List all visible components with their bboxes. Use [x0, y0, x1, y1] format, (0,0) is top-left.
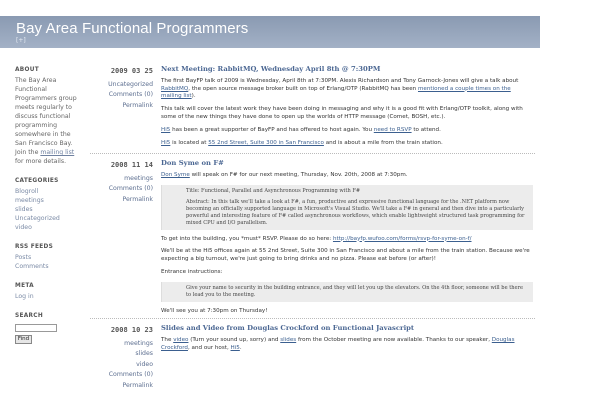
post-paragraph: This talk will cover the latest work they have been doing in messaging and why it is a good fit with Erlang/OTP toolkit, along with some of the new things they have done to open up the worlds of HTTP message (Comet, BOSH, etc.).	[161, 106, 523, 120]
post-paragraph	[161, 140, 533, 148]
rss-list	[15, 253, 81, 271]
post-paragraph	[161, 236, 533, 244]
don-syme-link[interactable]: Don Syme	[161, 171, 190, 178]
post-paragraph: We'll be at the Hi5 offices again at 55 2nd Street, Suite 300 in San Francisco and about a mile from the train station. Because we're expecting a big turnout, we're just going to bring drinks and no pizza. Please eat before (or after)!	[161, 248, 530, 263]
post-meta	[90, 160, 153, 205]
address-link[interactable]: 55 2nd Street, Suite 300 in San Francisco	[208, 139, 324, 146]
rss-comments-link[interactable]: Comments	[15, 263, 49, 270]
video-link[interactable]: video	[173, 336, 189, 343]
text: from the October meeting are now available. Thanks to our speaker,	[297, 336, 490, 343]
post-title[interactable]: Slides and Video from Douglas Crockford on Functional Javascript	[161, 324, 415, 332]
rsvp-link[interactable]: need to RSVP	[373, 126, 412, 133]
text: The first BayFP talk of 2009 is Wednesday, April 8th at 7:30PM. Alexis Richardson and Tony Garnock-Jones will give a talk about	[161, 77, 519, 84]
post-body	[161, 325, 533, 357]
rabbitmq-link[interactable]: RabbitMQ	[161, 85, 189, 92]
post-paragraph	[161, 337, 533, 353]
post-paragraph	[161, 172, 533, 180]
text: (Turn your sound up, sorry) and	[190, 336, 279, 343]
search-input[interactable]	[15, 324, 57, 332]
category-link[interactable]: Uncategorized	[15, 215, 60, 222]
post-permalink[interactable]: Permalink	[122, 381, 153, 389]
post-comments-link[interactable]: Comments (0)	[108, 91, 153, 98]
site-header	[0, 16, 540, 48]
post-meta	[90, 325, 153, 391]
hi5-link[interactable]: Hi5	[230, 344, 240, 351]
quote-instructions: Give your name to security in the building entrance, and they will let you up the elevators. On the 4th floor, someone will be there to lead you to the meeting.	[186, 284, 523, 298]
rss-heading: RSS FEEDS	[15, 244, 54, 250]
post-category-link[interactable]: slides	[135, 350, 153, 357]
text: The	[161, 336, 172, 343]
post-permalink[interactable]: Permalink	[122, 101, 153, 109]
text: is located at	[172, 139, 207, 146]
post-meta	[90, 66, 153, 111]
post-date: 2009 03 25	[110, 67, 153, 75]
post-paragraph: We'll see you at 7:30pm on Thursday!	[161, 307, 268, 314]
text: To get into the building, you *must* RSVP. Please do so here:	[161, 235, 332, 242]
site-subtitle[interactable]: [+]	[16, 37, 26, 44]
quote-title: Title: Functional, Parallel and Asynchronous Programming with F#	[186, 187, 361, 194]
post-category-link[interactable]: meetings	[124, 339, 153, 347]
category-link[interactable]: video	[15, 224, 32, 231]
post-divider	[90, 318, 535, 319]
blockquote	[161, 282, 533, 302]
text: and is about a mile from the train station.	[325, 139, 443, 146]
mailing-list-link[interactable]: mailing list	[40, 149, 75, 156]
post-date: 2008 11 14	[110, 161, 153, 169]
post-category-link[interactable]: video	[136, 360, 153, 368]
categories-list	[15, 187, 81, 232]
about-tail: for more details.	[15, 158, 67, 165]
post-title[interactable]: Don Syme on F#	[161, 159, 224, 167]
about-heading: ABOUT	[15, 67, 39, 73]
post-paragraph	[161, 78, 533, 101]
post-divider	[90, 153, 535, 154]
text: , the open source message broker built on top of Erlang/OTP (RabbitMQ has been	[188, 85, 417, 92]
quote-abstract: Abstract: In this talk we'll take a look at F#, a fun, productive and expressive functional language for the .NET platform now becoming an officially supported language in Microsoft's Visual Studio. We'll take a F# in general and then dive into a particularly powerful and interesting feature of F# called asynchronous workflows, which enable lightweight structured task programming for mixed CPU and I/O parallelism.	[186, 198, 525, 226]
about-body: The Bay Area Functional Programmers group meets regularly to discuss functional programming somewhere in the San Francisco Bay. Join the	[15, 77, 77, 156]
about-text	[15, 76, 81, 166]
search-heading: SEARCH	[15, 313, 43, 319]
category-link[interactable]: slides	[15, 206, 33, 213]
find-button[interactable]: Find	[15, 335, 32, 344]
mailing-list-mentions-link[interactable]: mentioned a couple times on the mailing list	[161, 85, 511, 100]
login-link[interactable]: Log in	[15, 293, 34, 300]
categories-heading: CATEGORIES	[15, 178, 59, 184]
post-paragraph: Entrance instructions:	[161, 268, 223, 275]
post-body	[161, 66, 533, 152]
rsvp-form-link[interactable]: http://bayfp.wufoo.com/forms/rsvp-for-syme-on-f/	[332, 235, 472, 242]
slides-link[interactable]: slides	[280, 336, 297, 343]
rss-posts-link[interactable]: Posts	[15, 254, 32, 261]
text: has been a great supporter of BayFP and has offered to host again. You	[172, 126, 372, 133]
post-comments-link[interactable]: Comments (0)	[108, 185, 153, 192]
post-body	[161, 160, 533, 321]
post-category-link[interactable]: Uncategorized	[108, 80, 153, 88]
meta-list	[15, 292, 81, 301]
text: ).	[191, 93, 196, 100]
hi5-link[interactable]: Hi5	[161, 126, 171, 133]
category-link[interactable]: meetings	[15, 197, 44, 204]
post-category-link[interactable]: meetings	[124, 174, 153, 182]
post-date: 2008 10 23	[110, 326, 153, 334]
text: to attend.	[413, 126, 441, 133]
blockquote	[161, 185, 533, 230]
site-title[interactable]: Bay Area Functional Programmers	[16, 20, 249, 37]
text: , and our host,	[187, 344, 229, 351]
crockford-link[interactable]: Douglas Crockford	[161, 336, 515, 351]
text: .	[239, 344, 242, 351]
meta-heading: META	[15, 283, 34, 289]
post-title[interactable]: Next Meeting: RabbitMQ, Wednesday April 8th @ 7:30PM	[161, 65, 381, 73]
category-link[interactable]: Blogroll	[15, 188, 39, 195]
post-comments-link[interactable]: Comments (0)	[108, 371, 153, 378]
post-paragraph	[161, 127, 533, 135]
hi5-link[interactable]: Hi5	[161, 139, 171, 146]
post-permalink[interactable]: Permalink	[122, 195, 153, 203]
sidebar	[15, 66, 81, 344]
text: will speak on F# for our next meeting, Thursday, Nov. 20th, 2008 at 7:30pm.	[191, 171, 408, 178]
